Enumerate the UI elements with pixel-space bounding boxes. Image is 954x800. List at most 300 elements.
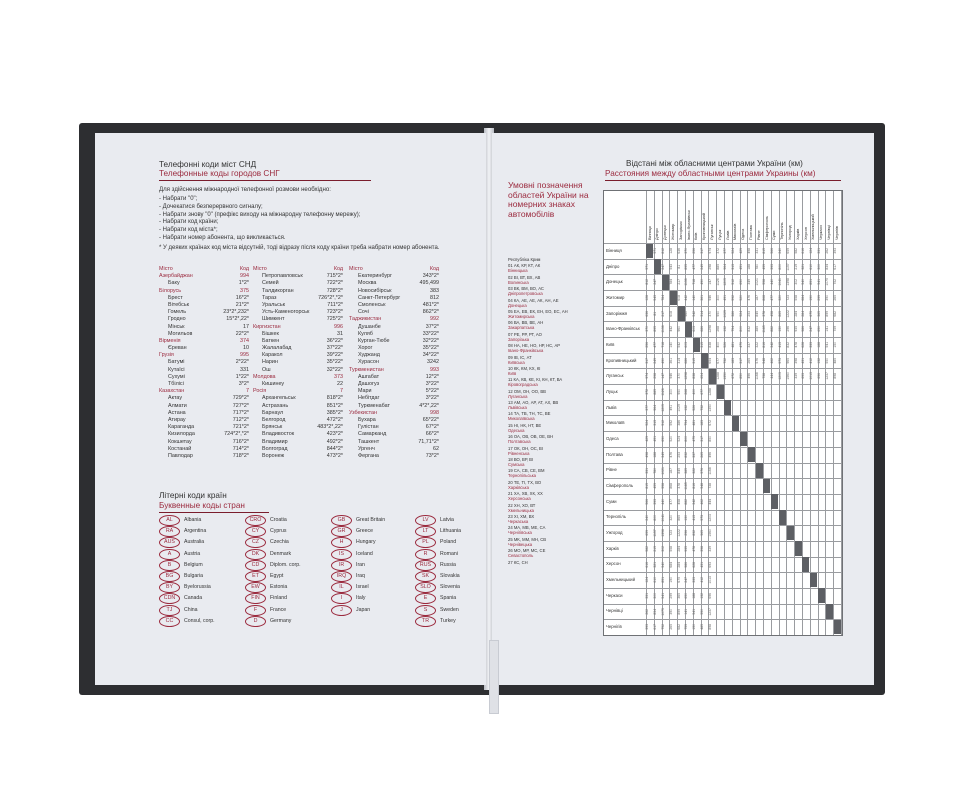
city-name: Нарин (262, 359, 278, 366)
city-row (159, 453, 249, 460)
dialing-step: - Набрати "0"; (159, 196, 198, 202)
matrix-distance-cell: 284 (793, 310, 798, 317)
dial-code: 721*2* (232, 424, 249, 431)
matrix-distance-cell: 832 (785, 342, 790, 348)
legend-codes: 20 ТЕ, ТІ, ТХ, ВО (508, 479, 542, 485)
left-title-ru: Телефонные коды городов СНГ (159, 169, 280, 178)
legend-codes: 23 ХІ, ХМ, ВХ (508, 513, 535, 519)
plate-code: IS (331, 549, 352, 560)
legend-codes: 15 НІ, НК, НТ, ВЕ (508, 422, 542, 428)
city-row (349, 424, 439, 431)
matrix-col-label: Херсон (803, 227, 808, 240)
matrix-col-label: Рівне (756, 230, 761, 240)
legend-codes: 14 ТА, ТВ, ТН, ТС, ВЕ (508, 411, 551, 417)
city-name: Росія (253, 388, 267, 395)
matrix-distance-cell: 462 (770, 357, 775, 364)
country-plate (159, 605, 199, 616)
dialing-step: - Дочекатися безперервного сигналу; (159, 203, 263, 210)
dial-code: 728*2* (326, 287, 343, 294)
matrix-distance-cell: 1222 (676, 529, 681, 537)
city-name: Ургенч (358, 445, 375, 452)
plate-country-name: Poland (440, 539, 457, 546)
matrix-diagonal-cell (709, 369, 716, 384)
legend-region: Запорізька (508, 336, 530, 342)
matrix-distance-cell: 365 (676, 592, 681, 599)
legend-codes: 01 АК, КР, КТ, АК (508, 263, 541, 269)
legend-region: Сумська (508, 462, 525, 468)
matrix-distance-cell: 548 (700, 483, 704, 489)
dial-code: 2*22* (235, 359, 249, 366)
legend-item (508, 377, 600, 387)
matrix-distance-cell: 558 (661, 483, 665, 489)
country-plate (159, 549, 199, 560)
legend-region: Закарпатська (508, 325, 535, 331)
city-row (349, 324, 439, 331)
matrix-distance-cell: 431 (700, 561, 704, 568)
plate-code: CD (245, 560, 266, 571)
country-plate (245, 582, 288, 593)
matrix-distance-cell: 370 (707, 310, 712, 317)
matrix-distance-cell: 723 (668, 530, 673, 536)
matrix-distance-cell: 314 (700, 310, 704, 317)
matrix-distance-cell: 183 (731, 357, 736, 364)
matrix-distance-cell: 320 (668, 514, 673, 521)
matrix-distance-cell: 1075 (824, 278, 829, 286)
dial-code: 4*2*,22* (419, 402, 439, 409)
matrix-distance-cell: 1298 (707, 325, 712, 333)
legend-codes: 10 КК, КМ, КХ, КІ (508, 365, 541, 371)
dial-code: 73*2* (425, 452, 439, 459)
matrix-distance-cell: 816 (692, 483, 697, 489)
matrix-diagonal-cell (717, 385, 724, 400)
matrix-diagonal-cell (756, 463, 763, 478)
matrix-distance-cell: 659 (645, 530, 650, 536)
city-row (349, 381, 439, 388)
matrix-distance-cell: 370 (676, 373, 681, 380)
matrix-distance-cell: 677 (715, 357, 720, 364)
plate-country-name: Belgium (184, 561, 203, 568)
matrix-distance-cell: 141 (824, 326, 829, 333)
dial-code: 1*2* (238, 280, 249, 287)
matrix-distance-cell: 400 (715, 342, 720, 348)
matrix-hline (604, 463, 842, 464)
matrix-col-label: Миколаїв (733, 223, 738, 240)
code-column-header (253, 266, 343, 273)
matrix-distance-cell: 262 (824, 248, 829, 254)
country-plate (245, 605, 285, 616)
city-row (349, 359, 439, 366)
legend-region: Харківська (508, 484, 529, 490)
matrix-distance-cell: 219 (653, 545, 658, 552)
matrix-distance-cell: 935 (684, 545, 689, 552)
dial-code: 35*22* (326, 359, 343, 366)
city-row (253, 439, 343, 446)
country-plate (415, 571, 460, 582)
plate-code: R (415, 549, 436, 560)
plate-country-name: Finland (270, 595, 288, 602)
matrix-distance-cell: 1041 (661, 513, 665, 522)
matrix-diagonal-cell (802, 557, 809, 572)
plate-country-name: Sweden (440, 606, 459, 613)
matrix-distance-cell: 895 (684, 263, 689, 270)
city-row (159, 359, 249, 366)
dial-code: 16*2* (235, 294, 249, 301)
dial-code: 716*2* (232, 438, 249, 445)
matrix-distance-cell: 412 (809, 357, 814, 364)
dial-code: 423*2* (326, 431, 343, 438)
matrix-distance-cell: 440 (770, 279, 775, 286)
plate-code: B (159, 560, 180, 571)
city-name: Владивосток (262, 431, 295, 438)
matrix-distance-cell: 524 (731, 248, 736, 254)
city-name: Грузія (159, 352, 174, 359)
legend-codes: 09 ІВ, ІС, АТ (508, 354, 532, 360)
right-title-ua: Відстані між обласними центрами України (км) (626, 159, 803, 168)
dial-code: 812 (430, 294, 439, 301)
matrix-distance-cell: 262 (645, 608, 650, 615)
plate-code: ET (245, 571, 266, 582)
dial-code: 844*2* (326, 445, 343, 452)
col-header-code: Код (429, 266, 439, 272)
plate-country-name: Hungary (356, 539, 376, 546)
matrix-distance-cell: 838 (707, 342, 712, 348)
matrix-col-label: Дніпро (655, 228, 660, 240)
matrix-distance-cell: 592 (668, 420, 673, 427)
matrix-distance-cell: 339 (793, 373, 798, 380)
matrix-distance-cell: 752 (661, 624, 665, 630)
matrix-distance-cell: 960 (684, 310, 689, 317)
matrix-distance-cell: 558 (793, 295, 798, 301)
legend-item (508, 389, 600, 399)
matrix-distance-cell: 1157 (785, 262, 790, 271)
city-name: Таджикистан (349, 316, 382, 323)
legend-region: Житомирська (508, 313, 535, 319)
matrix-hline (604, 494, 842, 495)
matrix-distance-cell: 476 (668, 451, 673, 458)
matrix-distance-cell: 370 (684, 248, 689, 254)
matrix-row-label: Харків (606, 545, 619, 551)
matrix-distance-cell: 543 (653, 295, 658, 301)
city-row (253, 280, 343, 287)
matrix-distance-cell: 498 (746, 248, 751, 254)
country-plate (245, 593, 288, 604)
dial-code: 62 (433, 445, 439, 452)
dial-code: 851*2* (326, 402, 343, 409)
matrix-distance-cell: 1288 (715, 372, 720, 381)
city-name: Атирау (168, 416, 186, 423)
matrix-distance-cell: 444 (770, 373, 775, 380)
matrix-distance-cell: 1398 (785, 278, 790, 286)
matrix-distance-cell: 815 (645, 483, 650, 489)
matrix-distance-cell: 477 (770, 295, 775, 301)
legend-codes: 19 СА, СВ, СЕ, ВМ (508, 468, 545, 474)
matrix-distance-cell: 800 (739, 326, 743, 333)
matrix-diagonal-cell (787, 526, 794, 541)
matrix-distance-cell: 566 (645, 498, 650, 505)
country-plate (331, 549, 371, 560)
matrix-diagonal-cell (826, 604, 833, 619)
country-plate (159, 537, 205, 548)
matrix-distance-cell: 636 (676, 248, 681, 254)
dial-code: 998 (430, 409, 439, 416)
matrix-distance-cell: 81 (676, 264, 681, 269)
country-plate (415, 582, 460, 593)
city-name: Баку (168, 280, 180, 287)
city-name: Могильов (168, 330, 193, 337)
matrix-distance-cell: 188 (692, 592, 697, 599)
city-name: Батумі (168, 359, 185, 366)
legend-codes: 02 ВІ, ВТ, ВХ, АВ (508, 274, 541, 280)
dial-code: 7 (246, 388, 249, 395)
matrix-distance-cell: 696 (817, 373, 821, 380)
country-plate (245, 515, 285, 526)
legend-codes: 27 КС, СН (508, 559, 528, 565)
matrix-distance-cell: 686 (684, 357, 689, 364)
dial-code: 21*2* (235, 301, 249, 308)
plate-country-name: Lithuania (440, 528, 462, 535)
legend-codes: 16 ОА, ОВ, ОВ, ОЕ, ВН (508, 434, 554, 440)
dial-code: 36*22* (326, 337, 343, 344)
city-row (159, 302, 249, 309)
city-name: Молдова (253, 373, 276, 380)
country-plate (245, 616, 292, 627)
matrix-distance-cell: 960 (676, 326, 681, 333)
dial-code: 35*22* (422, 345, 439, 352)
matrix-col-label: Івано-Франківськ (686, 210, 691, 240)
matrix-distance-cell: 1288 (707, 388, 712, 396)
matrix-distance-cell: 247 (653, 279, 658, 286)
matrix-distance-cell: 147 (707, 279, 712, 286)
city-name: Білорусь (159, 287, 182, 294)
plate-code: D (245, 616, 266, 627)
legend-codes: 05 ЕА, ЕВ, ЕК, ЕН, ЕО, ЕС, АН (508, 308, 568, 314)
plate-country-name: Iraq (356, 573, 365, 579)
city-row (159, 381, 249, 388)
matrix-distance-cell: 322 (692, 467, 697, 474)
country-plate (245, 571, 285, 582)
code-column (253, 266, 343, 460)
matrix-distance-cell: 610 (653, 577, 658, 583)
plate-code: TR (415, 616, 436, 627)
matrix-distance-cell: 1185 (684, 482, 689, 490)
legend-region: Вінницька (508, 268, 528, 274)
matrix-distance-cell: 451 (653, 436, 658, 442)
plate-country-name: Bulgaria (184, 573, 204, 579)
city-name: Усть-Каменогорськ (262, 309, 310, 316)
legend-item (508, 257, 600, 262)
matrix-distance-cell: 317 (700, 436, 704, 442)
matrix-distance-cell: 188 (817, 342, 821, 348)
matrix-distance-cell: 300 (817, 263, 821, 270)
city-row (253, 338, 343, 345)
matrix-col-label: Чернівці (826, 225, 831, 240)
city-name: Екатеринбург (358, 273, 392, 280)
matrix-distance-cell: 1013 (707, 576, 712, 584)
matrix-distance-cell: 187 (668, 467, 673, 474)
city-row (349, 352, 439, 359)
matrix-distance-cell: 628 (692, 561, 697, 568)
matrix-distance-cell: 478 (692, 545, 697, 552)
matrix-distance-cell: 608 (676, 295, 681, 301)
dial-code: 22 (337, 381, 343, 387)
dial-code: 383 (430, 287, 439, 294)
matrix-distance-cell: 390 (668, 608, 673, 615)
dial-code: 37*22* (326, 345, 343, 352)
left-title-ua: Телефонні коди міст СНД (159, 160, 257, 169)
matrix-col-label: Ужгород (787, 225, 792, 240)
dial-code: 3*22* (425, 395, 439, 402)
matrix-diagonal-cell (670, 291, 677, 306)
matrix-distance-cell: 677 (700, 389, 704, 395)
matrix-distance-cell: 732 (700, 404, 704, 411)
matrix-col-label: Львів (725, 230, 730, 240)
city-name: Санкт-Петербург (358, 294, 401, 301)
matrix-distance-cell: 130 (684, 514, 689, 521)
dial-code: 65*22* (422, 416, 439, 423)
plate-country-name: Iran (356, 561, 365, 568)
city-name: Астана (168, 409, 186, 416)
plate-code: RUS (415, 560, 436, 571)
city-name: Белгород (262, 416, 286, 423)
matrix-hline (604, 619, 842, 620)
legend-item (508, 457, 600, 467)
city-name: Худжанд (358, 352, 380, 359)
plate-country-name: Croatia (270, 517, 287, 523)
dial-code: 375 (240, 287, 249, 294)
country-plate (331, 537, 376, 548)
matrix-distance-cell: 150 (692, 624, 697, 630)
matrix-row-label: Полтава (606, 451, 623, 457)
matrix-distance-cell: 481 (731, 342, 736, 348)
dial-code: 34*22* (422, 352, 439, 359)
matrix-diagonal-cell (748, 447, 755, 462)
plate-country-name: Russia (440, 561, 456, 568)
matrix-distance-cell: 548 (762, 357, 767, 364)
plate-code: CRO (245, 515, 266, 526)
plate-code: LT (415, 526, 436, 537)
matrix-row-label: Чернігів (606, 624, 622, 630)
city-row (349, 395, 439, 402)
city-name: Душанбе (358, 323, 381, 330)
dial-code: 473*2* (326, 452, 343, 459)
matrix-distance-cell: 576 (700, 467, 704, 474)
city-row (253, 446, 343, 453)
matrix-distance-cell: 524 (739, 310, 743, 317)
plate-country-name: Egypt (270, 573, 284, 579)
matrix-distance-cell: 132 (817, 357, 821, 364)
legend-item (508, 446, 600, 456)
matrix-distance-cell: 317 (645, 357, 650, 364)
matrix-distance-cell: 458 (770, 310, 775, 317)
matrix-col-label: Сімферополь (764, 216, 769, 240)
dial-code: 725*2* (326, 316, 343, 323)
matrix-distance-cell: 541 (661, 592, 665, 599)
matrix-distance-cell: 429 (645, 436, 650, 442)
matrix-diagonal-cell (724, 400, 731, 415)
city-row (253, 288, 343, 295)
matrix-distance-cell: 313 (653, 420, 658, 427)
matrix-distance-cell: 265 (832, 295, 837, 301)
legend-codes: Республіка Крим (508, 257, 541, 262)
matrix-row-label: Черкаси (606, 592, 623, 598)
matrix-row-label: Донецьк (606, 279, 623, 285)
dialing-steps (159, 196, 360, 243)
plate-country-name: Spania (440, 595, 457, 602)
dial-code: 71,71*2* (418, 438, 439, 445)
matrix-distance-cell: 1168 (707, 466, 712, 474)
matrix-distance-cell: 950 (715, 310, 720, 317)
dial-code: 818*2* (326, 395, 343, 402)
legend-item (508, 480, 600, 490)
city-name: Новосибірськ (358, 287, 392, 294)
legend-region: Тернопільська (508, 473, 536, 479)
city-name: Кокшетау (168, 438, 192, 445)
country-plate (245, 537, 289, 548)
dial-code: 17 (243, 323, 249, 330)
matrix-distance-cell: 780 (653, 467, 658, 474)
matrix-distance-cell: 339 (707, 545, 712, 552)
plate-code: BY (159, 582, 180, 593)
matrix-distance-cell: 349 (746, 279, 751, 286)
matrix-distance-cell: 610 (809, 263, 814, 270)
matrix-diagonal-cell (834, 620, 841, 635)
city-name: Самарканд (358, 431, 387, 438)
matrix-col-label: Тернопіль (780, 222, 785, 240)
matrix-distance-cell: 491 (723, 295, 728, 301)
matrix-distance-cell: 268 (684, 389, 689, 395)
code-column (349, 266, 439, 460)
matrix-distance-cell: 477 (668, 498, 673, 505)
country-plate (415, 515, 455, 526)
matrix-distance-cell: 188 (746, 263, 751, 270)
matrix-distance-cell: 240 (645, 514, 650, 521)
legend-region: Донецька (508, 302, 527, 308)
matrix-distance-cell: 412 (700, 577, 704, 583)
legend-codes: 24 МА, МВ, МЕ, СА (508, 525, 546, 531)
matrix-row-label: Суми (606, 498, 617, 504)
country-plate (245, 560, 301, 571)
city-row (159, 395, 249, 402)
dial-code: 22*2* (235, 330, 249, 337)
city-row (253, 309, 343, 316)
matrix-distance-cell: 899 (676, 608, 681, 615)
dial-code: 712*2* (232, 416, 249, 423)
matrix-distance-cell: 654 (707, 357, 712, 364)
matrix-distance-cell: 650 (817, 326, 821, 333)
legend-title: Умовні позначення областей України на номерних знаках автомобілів (508, 180, 589, 219)
matrix-distance-cell: 986 (684, 561, 689, 568)
plate-country-name: Diplom. corp. (270, 561, 301, 568)
city-row (253, 331, 343, 338)
matrix-distance-cell: 686 (700, 326, 704, 333)
matrix-col-label: Чернігів (834, 226, 839, 240)
matrix-distance-cell: 851 (809, 279, 814, 286)
matrix-distance-cell: 794 (731, 326, 736, 333)
matrix-distance-cell: 738 (762, 373, 767, 380)
city-name: Фергана (358, 452, 379, 459)
matrix-distance-cell: 458 (676, 498, 681, 505)
legend-item (508, 411, 600, 421)
city-row (159, 410, 249, 417)
plate-country-name: Slovakia (440, 573, 460, 579)
city-name: Брест (168, 294, 183, 301)
matrix-distance-cell: 815 (762, 248, 767, 254)
legend-item (508, 560, 600, 565)
matrix-hline (604, 525, 842, 526)
dial-code: 483*2*,22* (317, 424, 343, 431)
matrix-distance-cell: 265 (700, 451, 704, 458)
code-column-header (349, 266, 439, 273)
